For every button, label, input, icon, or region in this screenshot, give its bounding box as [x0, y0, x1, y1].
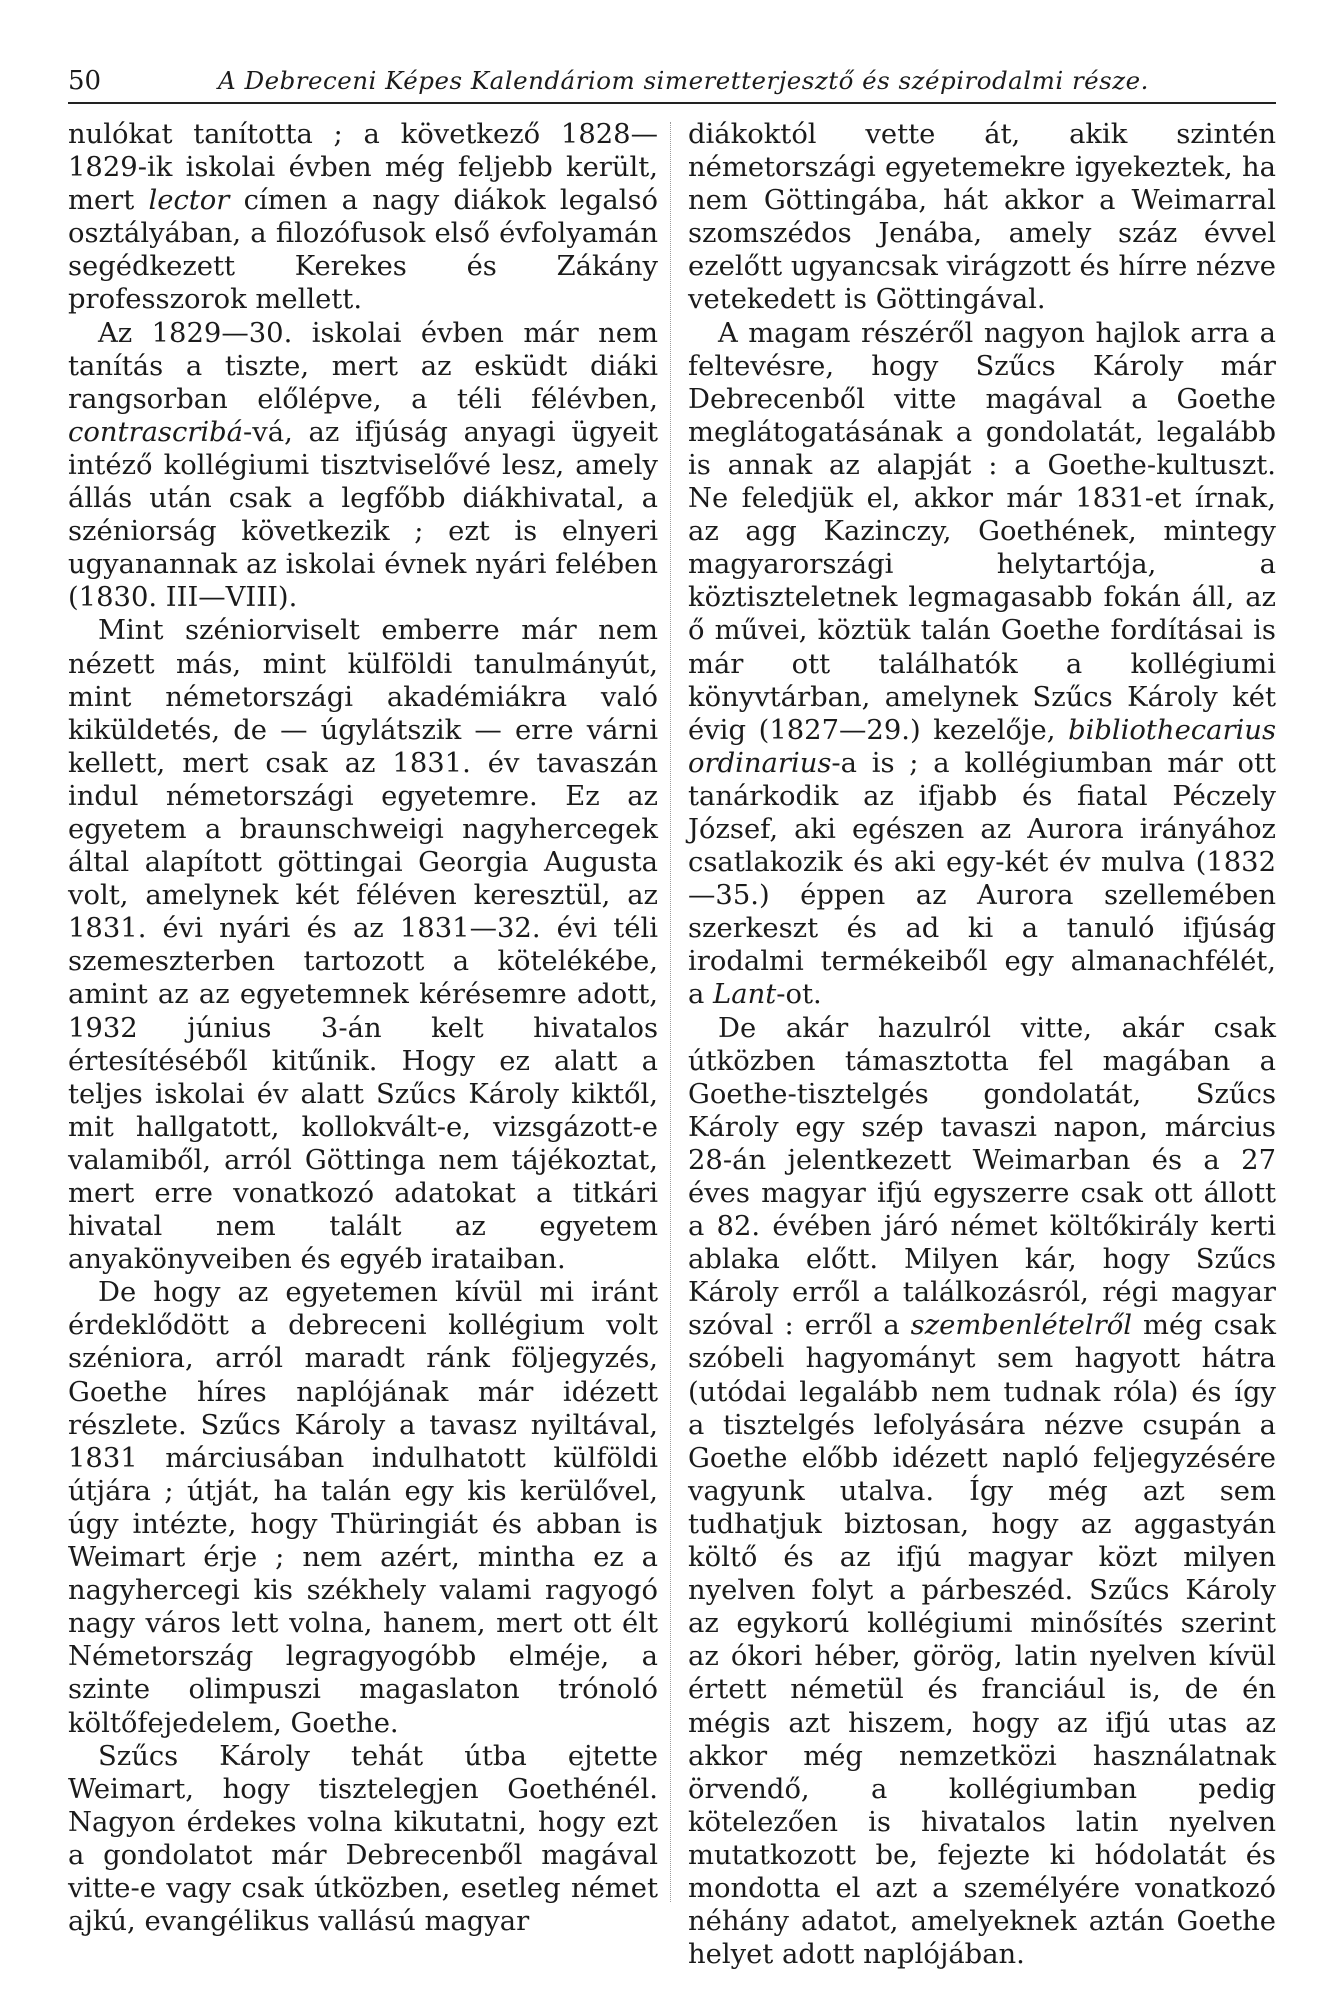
left-paragraph-1: nulókat tanította ; a következő 1828—1829-ik iskolai évben még feljebb került, mert lector címen a nagy diákok legalsó osztályában, a filozófusok első évfolyamán segédkezett Kerekes és Zákány professzorok mellett. [68, 119, 659, 316]
left-paragraph-5: Szűcs Károly tehát útba ejtette Weimart, hogy tisztelegjen Goethénél. Nagyon érdekes volna kikutatni, hogy ezt a gondolatot már Debrecenből magával vitte-e vagy csak útközben, esetleg német ajkú, evangélikus vallású magyar [68, 1740, 658, 1938]
right-paragraph-1: diákoktól vette át, akik szintén németországi egyetemekre igyekeztek, ha nem Göttingába, hát akkor a Weimarral szomszédos Jenába, amely száz évvel ezelőtt ugyancsak virágzott és hírre nézve vetekedett is Göttingával. [688, 119, 1276, 316]
contrascriba-term: contrascribá [68, 416, 244, 448]
column-divider [670, 122, 671, 1902]
szembenletel-term: szembenlételről [910, 1310, 1132, 1342]
left-paragraph-3: Mint széniorviselt emberre már nem nézett más, mint külföldi tanulmányút, mint németországi akadémiákra való kiküldetés, de — úgylátszik — erre várni kellett, mert csak az 1831. év tavaszán indul németországi egyetemre. Ez az egyetem a braunschweigi nagyhercegek által alapított göttingai Georgia Augusta volt, amelynek két féléven keresztül, az 1831. évi nyári és az 1831—32. évi téli szemeszterben tartozott a kötelékébe, amint az az egyetemnek kérésemre adott, 1932 június 3-án kelt hivatalos értesítéséből kitűnik. Hogy ez alatt a teljes iskolai év alatt Szűcs Károly kiktől, mit hallgatott, kollokvált-e, vizsgázott-e valamiből, arról Göttinga nem tájékoztat, mert erre vonatkozó adatokat a titkári hivatal nem talált az egyetem anyakönyveiben és egyéb irataiban. [68, 615, 658, 1276]
lant-title: Lant [713, 979, 777, 1011]
bibliothecarius-term: bibliothecarius ordinarius [688, 714, 1276, 779]
page-header [68, 62, 1276, 104]
page-number: 50 [68, 66, 102, 96]
right-paragraph-3: De akár hazulról vitte, akár csak útközben támasztotta fel magában a Goethe-tisztelgés gondolatát, Szűcs Károly egy szép tavaszi napon, március 28-án jelentkezett Weimarban és a 27 éves magyar ifjú egyszerre csak ott állott a 82. évében járó német költőkirály kerti ablaka előtt. Milyen kár, hogy Szűcs Károly erről a találkozásról, régi magyar szóval : erről a szembenlételről még csak szóbeli hagyományt sem hagyott hátra (utódai legalább nem tudnak róla) és így a tisztelgés lefolyására nézve csupán a Goethe előbb idézett napló feljegyzésére vagyunk utalva. Így még azt sem tudhatjuk biztosan, hogy az aggastyán költő és az ifjú magyar közt milyen nyelven folyt a párbeszéd. Szűcs Károly az egykorú kollégiumi minősítés szerint az ókori héber, görög, latin nyelven kívül értett németül és franciául is, de én mégis azt hiszem, hogy az ifjú utas az akkor még nemzetközi használatnak örvendő, a kollégiumban pedig kötelezően is hivatalos latin nyelven mutatkozott be, fejezte ki hódolatát és mondotta el azt a személyére vonatkozó néhány adatot, amelyeknek aztán Goethe helyet adott naplójában. [688, 1012, 1276, 1971]
left-paragraph-2: Az 1829—30. iskolai évben már nem tanítás a tiszte, mert az esküdt diáki rangsorban előlépve, a téli félévben, contrascribá-vá, az ifjúság anyagi ügyeit intéző kollégiumi tisztviselővé lesz, amely állás után csak a legfőbb diákhivatal, a széniorság következik ; ezt is elnyeri ugyanannak az iskolai évnek nyári felében (1830. III—VIII). [68, 317, 658, 614]
left-paragraph-4: De hogy az egyetemen kívül mi iránt érdeklődött a debreceni kollégium volt széniora, arról maradt ránk följegyzés, Goethe híres naplójának már idézett részlete. Szűcs Károly a tavasz nyiltával, 1831 márciusában indulhatott külföldi útjára ; útját, ha talán egy kis kerülővel, úgy intézte, hogy Thüringiát és abban is Weimart érje ; nem azért, mintha ez a nagyhercegi kis székhely valami ragyogó nagy város lett volna, hanem, mert ott élt Németország legragyogóbb elméje, a szinte olimpuszi magaslaton trónoló költőfejedelem, Goethe. [68, 1277, 658, 1739]
right-column [688, 118, 1276, 1971]
right-paragraph-2: A magam részéről nagyon hajlok arra a feltevésre, hogy Szűcs Károly már Debrecenből vitte magával a Goethe meglátogatásának a gondolatát, legalább is annak az alapját : a Goethe-kultuszt. Ne feledjük el, akkor már 1831-et írnak, az agg Kazinczy, Goethének, mintegy magyarországi helytartója, a köztiszteletnek legmagasabb fokán áll, az ő művei, köztük talán Goethe fordításai is már ott találhatók a kollégiumi könyvtárban, amelynek Szűcs Károly két évig (1827—29.) kezelője, bibliothecarius ordinarius-a is ; a kollégiumban már ott tanárkodik az ifjabb és fiatal Péczely József, aki egészen az Aurora irányához csatlakozik és aki egy-két év mulva (1832—35.) éppen az Aurora szellemében szerkeszt és ad ki a tanuló ifjúság irodalmi termékeiből egy almanachfélét, a Lant-ot. [688, 317, 1276, 1011]
left-column [68, 118, 658, 1938]
lector-term: lector [148, 185, 230, 217]
running-title: A Debreceni Képes Kalendáriom simeretterjesztő és szépirodalmi része. [218, 66, 1149, 95]
